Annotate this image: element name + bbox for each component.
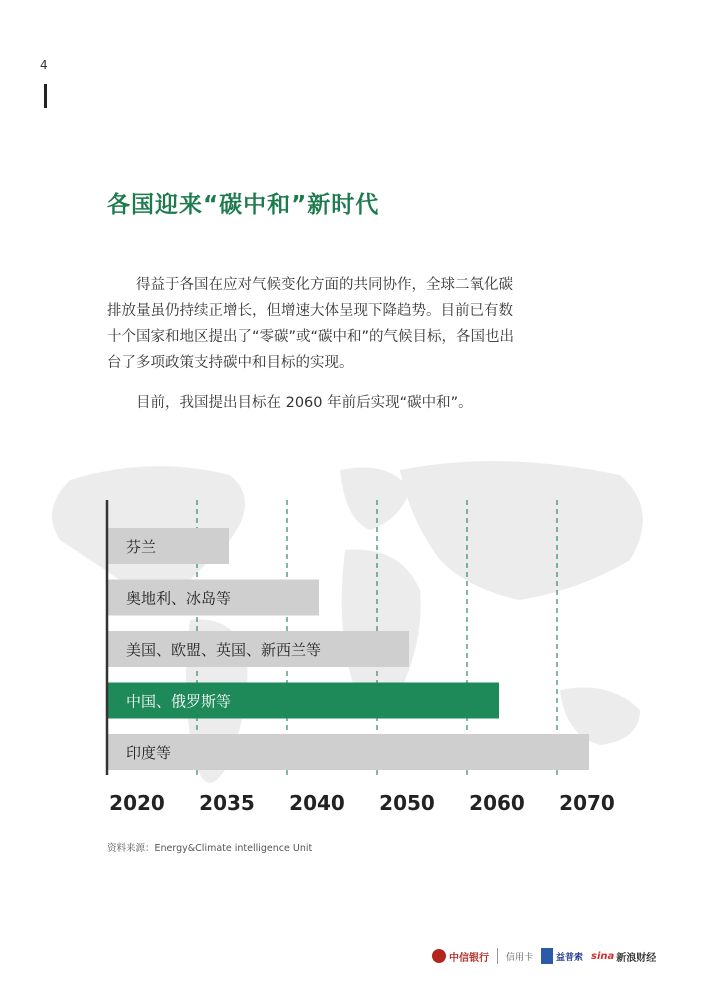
intro-paragraph: 得益于各国在应对气候变化方面的共同协作，全球二氧化碳排放量虽仍持续正增长，但增速大体呈现下降趋势。目前已有数十个国家和地区提出了“零碳”或“碳中和”的气候目标，各国也出台了多项政策支持碳中和目标的实现。: [107, 277, 515, 371]
footer-logos: [432, 944, 656, 968]
x-tick-2040: 2040: [289, 791, 345, 815]
bar-label-2: 美国、欧盟、英国、新西兰等: [126, 641, 322, 659]
page-marker-bar: [44, 84, 47, 108]
citic-seal-icon: [432, 949, 446, 963]
page-number: 4: [40, 58, 48, 72]
citic-bank-logo: 中信银行: [432, 949, 489, 964]
x-tick-2060: 2060: [469, 791, 525, 815]
carbon-neutral-chart: [0, 480, 710, 840]
yipu-box-icon: [541, 948, 553, 964]
target-paragraph: 目前，我国提出目标在 2060 年前后实现“碳中和”。: [136, 395, 473, 411]
x-tick-2070: 2070: [559, 791, 615, 815]
credit-card-logo: 信用卡: [506, 952, 534, 963]
x-tick-2050: 2050: [379, 791, 435, 815]
bar-4: [108, 734, 589, 770]
bar-label-3: 中国、俄罗斯等: [126, 692, 232, 711]
source-note: 资料来源：Energy&Climate intelligence Unit: [107, 843, 313, 854]
x-tick-2020: 2020: [109, 791, 165, 815]
bar-label-1: 奥地利、冰岛等: [126, 589, 232, 608]
page-title: 各国迎来“碳中和”新时代: [107, 192, 380, 218]
bar-label-0: 芬兰: [126, 538, 157, 556]
logo-divider: [497, 948, 498, 964]
yipu-logo: 益普索: [541, 948, 583, 964]
bar-label-4: 印度等: [126, 744, 172, 762]
x-tick-2035: 2035: [199, 791, 255, 815]
sina-finance-logo: sina 新浪财经: [591, 950, 657, 964]
